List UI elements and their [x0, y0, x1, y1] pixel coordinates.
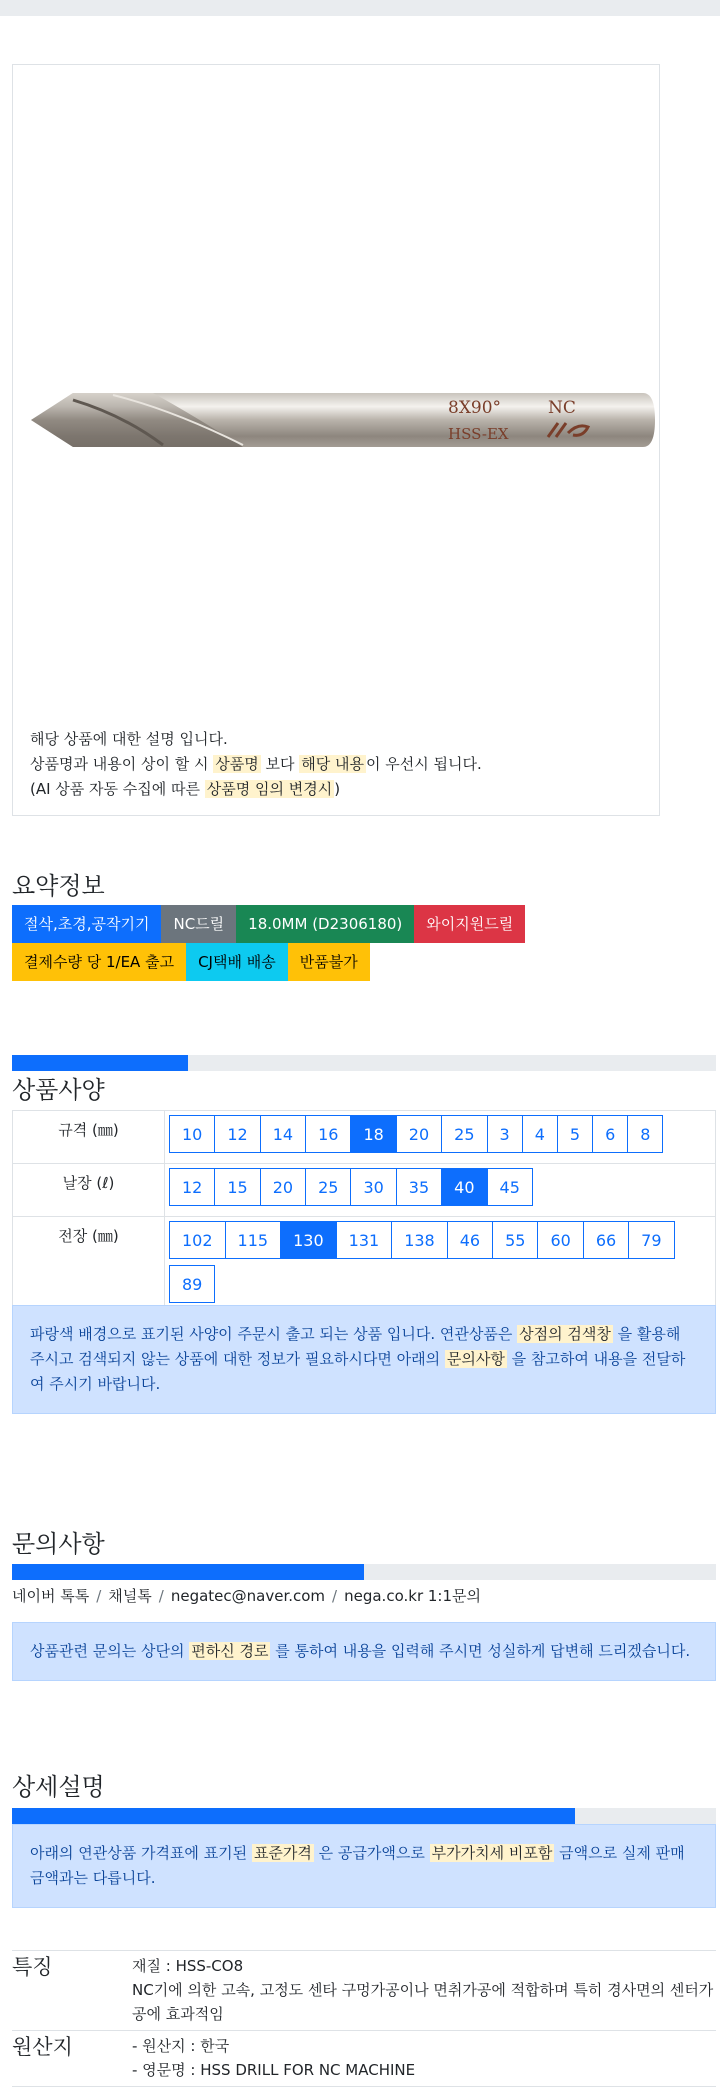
spec-option[interactable]: 3: [487, 1115, 523, 1153]
spec-option[interactable]: 20: [396, 1115, 442, 1153]
feature-row: [12, 1951, 716, 2031]
detail-notice: [12, 1824, 716, 1908]
notice-text: 금액으로 실제 판매금액과는 다릅니다.: [30, 1844, 685, 1887]
specs-progress-bar: [12, 1055, 716, 1071]
contact-separator: /: [332, 1587, 338, 1605]
spec-option-selected[interactable]: 18: [350, 1115, 396, 1153]
summary-badges-row-1: [12, 905, 525, 943]
notice-text: 상품관련 문의는 상단의: [30, 1642, 190, 1660]
notice-text: 아래의 연관상품 가격표에 표기된: [30, 1844, 252, 1862]
spec-option[interactable]: 138: [391, 1221, 448, 1259]
spec-option[interactable]: 20: [260, 1168, 306, 1206]
notice-text: 을 활용해 주시고 검색되지 않는 상품에 대한 정보가 필요하시다면 아래의: [30, 1325, 681, 1368]
feature-key: 원산지: [12, 2035, 73, 2059]
spec-option[interactable]: 79: [628, 1221, 674, 1259]
specs-notice: [12, 1305, 716, 1414]
contact-link[interactable]: 채널톡: [108, 1587, 152, 1605]
option-group: [169, 1168, 715, 1212]
spec-option[interactable]: 12: [169, 1168, 215, 1206]
summary-badge: 결제수량 당 1/EA 출고: [12, 943, 186, 981]
detail-progress-fill: [12, 1808, 575, 1824]
spec-option[interactable]: 46: [447, 1221, 493, 1259]
feature-key: 특징: [12, 1955, 53, 1979]
specs-heading: 상품사양: [12, 1076, 105, 1104]
notice-highlight: 문의사항: [446, 1350, 505, 1368]
spec-option[interactable]: 115: [225, 1221, 282, 1259]
contact-link[interactable]: negatec@naver.com: [170, 1587, 326, 1605]
spec-option[interactable]: 89: [169, 1265, 215, 1303]
contact-separator: /: [158, 1587, 164, 1605]
spec-options: [165, 1164, 716, 1217]
specs-progress-fill: [12, 1055, 188, 1071]
feature-line: - 영문명 : HSS DRILL FOR NC MACHINE: [132, 2061, 416, 2079]
engraving-size: 8X90°: [448, 398, 502, 418]
desc-highlight: 상품명 임의 변경시: [206, 780, 333, 798]
spec-option[interactable]: 60: [537, 1221, 583, 1259]
detail-progress-bar: [12, 1808, 716, 1824]
detail-heading: 상세설명: [12, 1773, 105, 1801]
desc-text: (AI 상품 자동 수집에 따른: [30, 780, 205, 798]
notice-highlight: 편하신 경로: [191, 1642, 269, 1660]
feature-table: [12, 1950, 716, 2087]
spec-row: [13, 1111, 716, 1164]
product-image-card: [12, 64, 660, 816]
summary-badges-row-2: [12, 943, 370, 981]
option-group: [169, 1221, 715, 1309]
summary-badge: 와이지원드릴: [414, 905, 525, 943]
spec-label: 날장 (ℓ): [13, 1164, 165, 1217]
contact-separator: /: [96, 1587, 102, 1605]
spec-option[interactable]: 25: [305, 1168, 351, 1206]
summary-heading: 요약정보: [12, 872, 105, 900]
notice-highlight: 부가가치세 비포함: [431, 1844, 553, 1862]
desc-text: 상품명과 내용이 상이 할 시: [30, 755, 214, 773]
contact-link[interactable]: nega.co.kr 1:1문의: [344, 1587, 481, 1605]
desc-highlight: 상품명: [215, 755, 259, 773]
contact-link[interactable]: 네이버 톡톡: [12, 1587, 90, 1605]
inquiry-progress-bar: [12, 1564, 716, 1580]
spec-label: 전장 (㎜): [13, 1217, 165, 1314]
spec-label: 규격 (㎜): [13, 1111, 165, 1164]
summary-badge: CJ택배 배송: [186, 943, 288, 981]
notice-text: 은 공급가액으로: [313, 1844, 430, 1862]
notice-text: 파랑색 배경으로 표기된 사양이 주문시 출고 되는 상품 입니다. 연관상품은: [30, 1325, 518, 1343]
notice-highlight: 상점의 검색창: [519, 1325, 611, 1343]
desc-text: ): [334, 780, 341, 798]
spec-option[interactable]: 8: [627, 1115, 663, 1153]
feature-row: [12, 2031, 716, 2087]
desc-text: 이 우선시 됩니다.: [365, 755, 482, 773]
spec-option-selected[interactable]: 130: [280, 1221, 337, 1259]
notice-highlight: 표준가격: [253, 1844, 312, 1862]
summary-badge: NC드릴: [161, 905, 236, 943]
summary-badge: 절삭,초경,공작기기: [12, 905, 161, 943]
spec-option[interactable]: 35: [396, 1168, 442, 1206]
spec-option[interactable]: 131: [336, 1221, 393, 1259]
desc-text: 보다: [260, 755, 300, 773]
spec-row: [13, 1164, 716, 1217]
notice-text: 을 참고하여 내용을 전달하여 주시기 바랍니다.: [30, 1350, 686, 1393]
summary-badge: 18.0MM (D2306180): [236, 905, 414, 943]
option-group: [169, 1115, 715, 1159]
spec-options: [165, 1217, 716, 1314]
spec-option[interactable]: 15: [214, 1168, 260, 1206]
desc-line-1: 해당 상품에 대한 설명 입니다.: [30, 730, 228, 748]
spec-option[interactable]: 30: [350, 1168, 396, 1206]
contact-channels: [12, 1585, 481, 1606]
spec-option[interactable]: 4: [522, 1115, 558, 1153]
engraving-material: HSS-EX: [448, 425, 509, 443]
feature-line: - 원산지 : 한국: [132, 2037, 230, 2055]
feature-line: 재질 : HSS-CO8: [132, 1957, 244, 1975]
spec-row: [13, 1217, 716, 1314]
summary-badge: 반품불가: [288, 943, 370, 981]
top-bar: [0, 0, 720, 16]
spec-option[interactable]: 55: [492, 1221, 538, 1259]
spec-options: [165, 1111, 716, 1164]
spec-option[interactable]: 45: [487, 1168, 533, 1206]
spec-option[interactable]: 12: [214, 1115, 260, 1153]
inquiry-heading: 문의사항: [12, 1530, 105, 1558]
notice-text: 를 통하여 내용을 입력해 주시면 성실하게 답변해 드리겠습니다.: [270, 1642, 691, 1660]
spec-option[interactable]: 25: [441, 1115, 487, 1153]
feature-line: NC기에 의한 고속, 고정도 센타 구멍가공이나 면취가공에 적합하며 특히 경사면의 센터가공에 효과적임: [132, 1981, 714, 2023]
spec-option[interactable]: 10: [169, 1115, 215, 1153]
product-image: [13, 345, 659, 495]
spec-option[interactable]: 14: [260, 1115, 306, 1153]
spec-option[interactable]: 5: [557, 1115, 593, 1153]
feature-value: [132, 1954, 716, 2026]
spec-table: [12, 1110, 716, 1314]
feature-value: [132, 2034, 716, 2082]
spec-option[interactable]: 6: [592, 1115, 628, 1153]
product-description: [30, 727, 482, 802]
spec-option-selected[interactable]: 40: [441, 1168, 487, 1206]
inquiry-progress-fill: [12, 1564, 364, 1580]
spec-option[interactable]: 66: [583, 1221, 629, 1259]
spec-option[interactable]: 16: [305, 1115, 351, 1153]
spec-option[interactable]: 102: [169, 1221, 226, 1259]
desc-highlight: 해당 내용: [301, 755, 364, 773]
engraving-nc: NC: [548, 398, 576, 418]
inquiry-notice: [12, 1622, 716, 1681]
